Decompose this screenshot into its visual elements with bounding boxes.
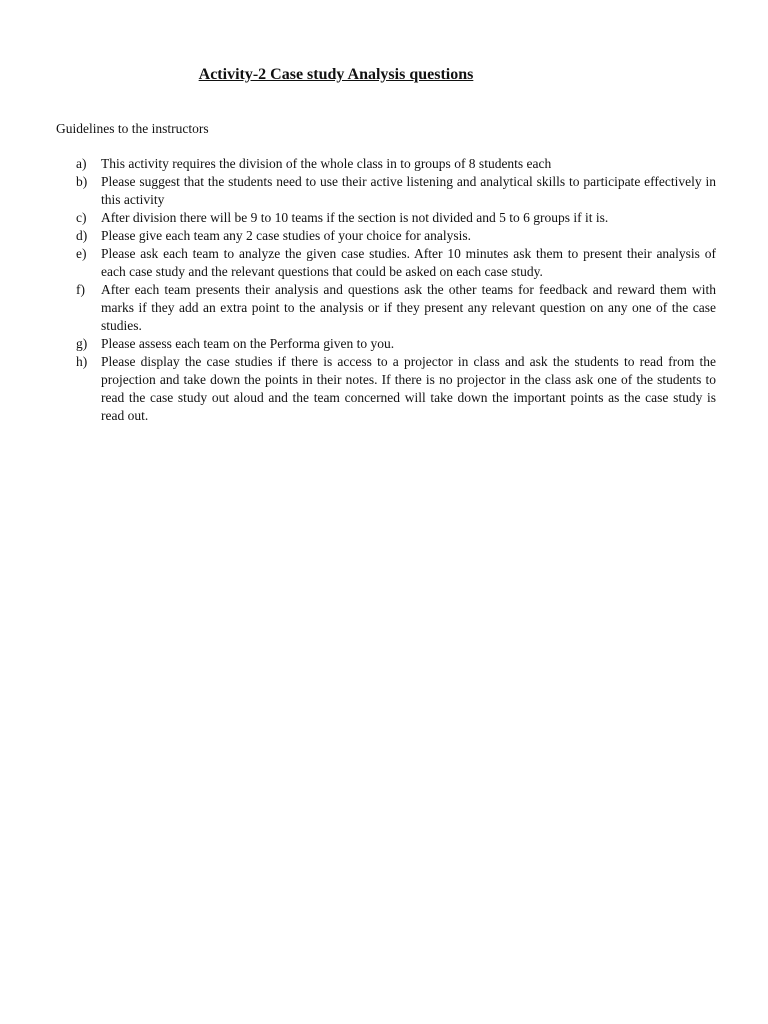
guidelines-heading: Guidelines to the instructors (56, 121, 209, 136)
list-item (56, 209, 716, 227)
list-item-text: After division there will be 9 to 10 teams if the section is not divided and 5 to 6 groups if it is. (101, 210, 609, 225)
list-item-text: Please suggest that the students need to use their active listening and analytical skills to participate effectively in this activity (101, 174, 716, 207)
list-item (56, 173, 716, 209)
list-marker: b) (76, 174, 88, 189)
document-title: Activity-2 Case study Analysis questions (198, 66, 474, 83)
guidelines-list (56, 155, 716, 425)
list-item (56, 353, 716, 425)
list-item (56, 245, 716, 281)
list-marker: c) (76, 210, 87, 225)
list-item (56, 335, 716, 353)
list-item (56, 155, 716, 173)
list-item-text: Please give each team any 2 case studies of your choice for analysis. (101, 228, 471, 243)
list-marker: g) (76, 336, 88, 351)
list-marker: d) (76, 228, 88, 243)
list-marker: a) (76, 156, 87, 171)
list-item (56, 227, 716, 245)
list-item-text: Please ask each team to analyze the given case studies. After 10 minutes ask them to present their analysis of each case study and the relevant questions that could be asked on each case study. (101, 246, 716, 279)
list-item-text: Please assess each team on the Performa given to you. (101, 336, 395, 351)
list-item-text: After each team presents their analysis and questions ask the other teams for feedback and reward them with marks if they add an extra point to the analysis or if they present any relevant question on any one of the case studies. (101, 282, 716, 333)
list-item-text: This activity requires the division of the whole class in to groups of 8 students each (101, 156, 552, 171)
list-marker: f) (76, 282, 85, 297)
list-marker: h) (76, 354, 88, 369)
list-marker: e) (76, 246, 87, 261)
list-item-text: Please display the case studies if there is access to a projector in class and ask the students to read from the projection and take down the points in their notes. If there is no projector in the class ask one of the students to read the case study out aloud and the team concerned will take down the important points as the case study is read out. (101, 354, 716, 423)
list-item (56, 281, 716, 335)
